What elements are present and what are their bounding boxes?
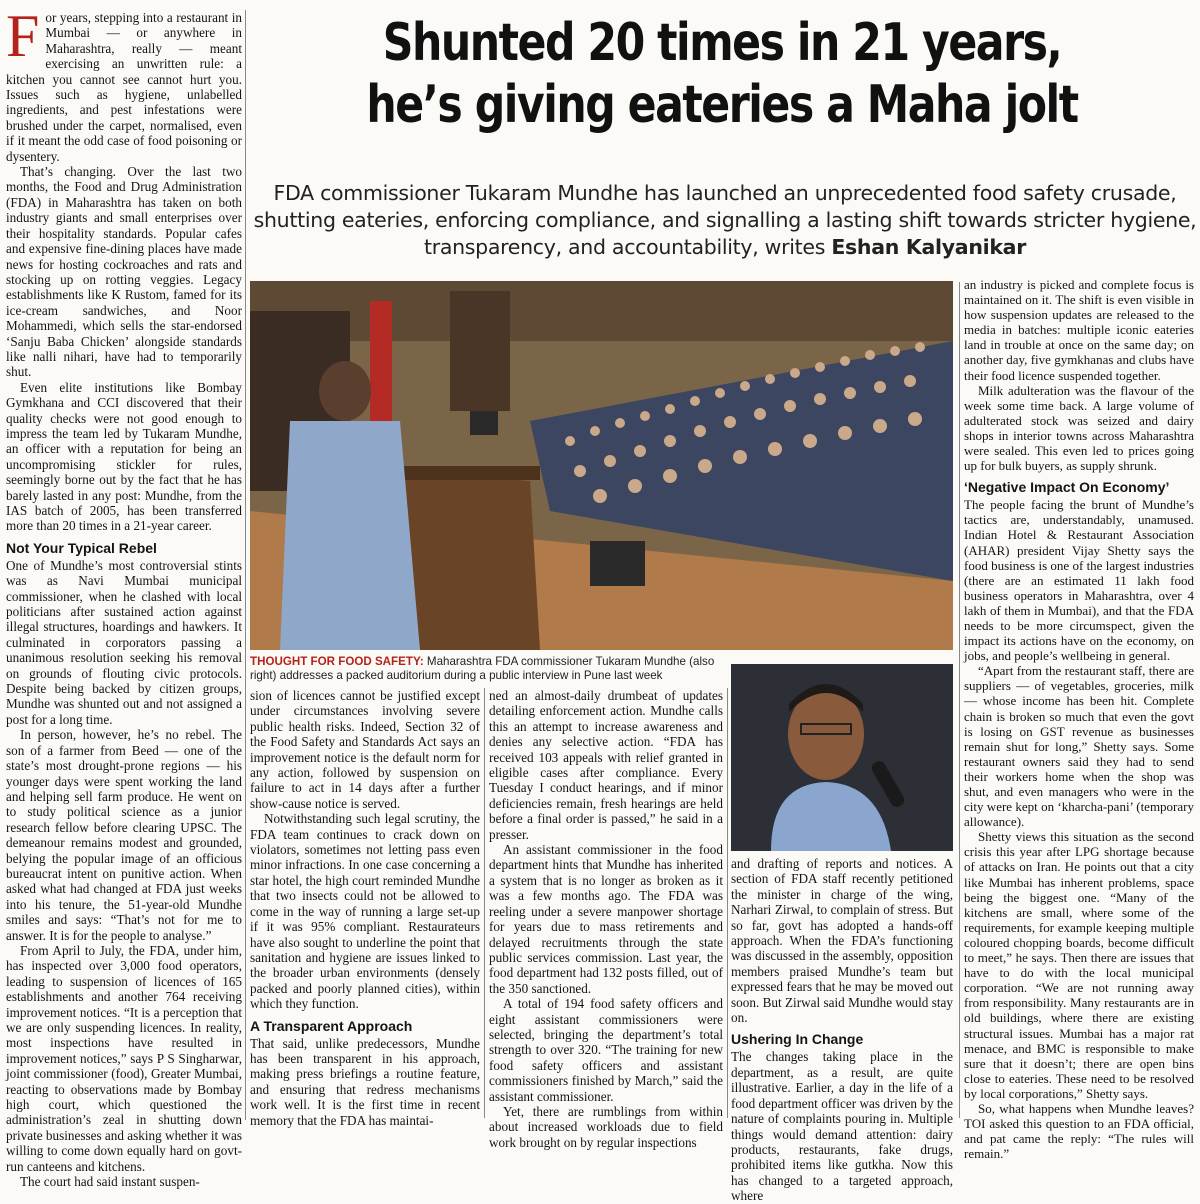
body-paragraph: In person, however, he’s no rebel. The son of a farmer from Beed — one of the state’s most drought-prone regions — his younger days were spent working the land and helping sell farm produce. He went on to study political science as a junior research fellow before clearing UPSC. The demeanour remains modest and grounded, belying the popular image of an officious bureaucrat intent on punitive action. When asked what had changed at FDA just weeks into his tenure, the 51-year-old Mundhe smiles and says: “That’s not for me to answer. It is for the people to analyse.”: [6, 727, 242, 943]
subheading: ‘Negative Impact On Economy’: [964, 479, 1170, 496]
body-paragraph: The people facing the brunt of Mundhe’s tactics are, understandably, unamused. Indian Hotel & Restaurant Association (AHAR) president Vijay Shetty says the food business is one of the largest industries (there are an estimated 11 lakh food business operators in Maharashtra, over 4 lakh of them in Mumbai), and that the FDA needs to be more circumspect, given the impact its actions have on the economy, on jobs, and people’s wellbeing in general.: [964, 497, 1194, 664]
body-paragraph: That’s changing. Over the last two months, the Food and Drug Administration (FDA) in Maharashtra has taken on both industry giants and small enterprises over their hospitality standards. Popular cafes and expensive fine-dining places have made news for hosting cockroaches and rats and stocking up on rotting veggies. Legacy establishments like K Rustom, famed for its ice-cream sandwiches, and Noor Mohammedi, which sells the star-endorsed ‘Sanju Baba Chicken’ alongside standards like nalli nihari, have had to temporarily shut.: [6, 164, 242, 380]
body-paragraph: Yet, there are rumblings from within about increased workloads due to field work brought on by regular inspections: [489, 1103, 723, 1150]
body-paragraph: Notwithstanding such legal scrutiny, the FDA team continues to crack down on violators, sometimes not letting pass even minor infractions. In one case concerning a star hotel, the high court reminded Mundhe that two insects could not be allowed to come in the way of running a large set-up if it was 95% compliant. Restaurateurs have also sought to underline the point that sanitation and hygiene are issues linked to the broader urban environments (densely packed and poorly planned cities), within which they function.: [250, 811, 480, 1012]
body-paragraph: Shetty views this situation as the second crisis this year after LPG shortage because of attacks on Iran. He points out that a city like Mumbai has inherent problems, space being the biggest one. “Many of the kitchens are small, where some of the requirements, for example keeping multiple coloured chopping boards, become difficult to meet,” he says. Then there are issues that have to do with the local municipal corporation. “We are not running away from responsibility. Many restaurants are in old buildings, where there are existing structural issues. Mumbai has a major rat menace, and BMC is responsible to make sure that it doesn’t; there are open bins close to eateries. These need to be resolved by local corporations,” Shetty says.: [964, 829, 1194, 1101]
column-divider: [959, 282, 960, 1118]
caption-kicker: THOUGHT FOR FOOD SAFETY:: [250, 655, 424, 668]
standfirst-text: FDA commissioner Tukaram Mundhe has launched an unprecedented food safety crusade, shutting eateries, enforcing compliance, and signalling a lasting shift towards stricter hygiene, transparency, and accountability, writes: [253, 181, 1197, 259]
body-paragraph: One of Mundhe’s most controversial stints was as Navi Mumbai municipal commissioner, when he clashed with local politicians after sustained action against illegal structures, hoardings and hawkers. It culminated in corporators passing a unanimous resolution seeking his removal on grounds of flouting civic protocols. Despite being backed by citizen groups, Mundhe was shunted out and not assigned a post for a long time.: [6, 557, 242, 727]
article-column-2: [250, 688, 480, 1128]
body-paragraph: Milk adulteration was the flavour of the week some time back. A large volume of adulterated stock was seized and dairy shops in interior towns across Maharashtra were sealed. This even led to prices going up for bulk buyers, as supply shrunk.: [964, 382, 1194, 474]
body-paragraph: So, what happens when Mundhe leaves? TOI asked this question to an FDA official, and pat came the reply: “The rules will remain.”: [964, 1100, 1194, 1162]
column-divider: [727, 688, 728, 1118]
article-column-5: [964, 277, 1194, 1161]
subheading: Not Your Typical Rebel: [6, 539, 157, 556]
caption-text: Maharashtra FDA commissioner Tukaram Mundhe (also right) addresses a packed auditorium during a public interview in Pune last week: [250, 655, 715, 682]
body-paragraph: an industry is picked and complete focus is maintained on it. The shift is even visible in how suspension updates are released to the media in batches: multiple iconic eateries land in trouble at once on the same day; on another day, five gymkhanas and clubs have their food licence suspended together.: [964, 277, 1194, 383]
column-divider: [484, 688, 485, 1118]
column-divider: [245, 10, 246, 1120]
drop-cap: F: [6, 3, 40, 69]
body-paragraph: “Apart from the restaurant staff, there are suppliers — of vegetables, groceries, milk — whose income has been hit. Complete chain is broken so much that even the govt is losing on GST revenue as businesses remain shut for long,” Shetty says. Some restaurant owners said they had to send their workers home when the shop was shut, and even managers who were in the city were kept on ‘kharcha-pani’ (temporary allowance).: [964, 663, 1194, 830]
headline-line-1: Shunted 20 times in 21 years,: [382, 13, 1062, 73]
article-column-4: [731, 856, 953, 1204]
portrait-illustration: [731, 664, 953, 851]
headline-line-2: he’s giving eateries a Maha jolt: [366, 75, 1078, 135]
body-paragraph: A total of 194 food safety officers and eight assistant commissioners were selected, bringing the department’s total strength to over 320. “The training for new food safety officers and assistant commissioners finished by March,” said the assistant commissioner.: [489, 996, 723, 1104]
body-paragraph: Even elite institutions like Bombay Gymkhana and CCI discovered that their quality checks were not good enough to impress the team led by Tukaram Mundhe, an officer with a reputation for being an uncompromising stickler for rules, seemingly borne out by the fact that he has barely lasted in any post: Mundhe, from the IAS batch of 2005, has been transferred more than 20 times in a 21-year career.: [6, 379, 242, 534]
photo-caption: [250, 655, 728, 683]
body-paragraph: The changes taking place in the department, as a result, are quite illustrative. Earlier, a day in the life of a food department officer was driven by the nature of complaints pouring in. Multiple things would demand attention: dairy products, restaurants, fake drugs, prohibited items like gutkha. Now this has changed to a targeted approach, where: [731, 1049, 953, 1204]
body-paragraph: The court had said instant suspen-: [20, 1174, 200, 1190]
body-paragraph: An assistant commissioner in the food department hints that Mundhe has inherited a system that is no longer as broken as it was a few months ago. The FDA was reeling under a severe manpower shortage for years due to mass retirements and delayed recruitments through the state public services commission. Last year, the food department had 132 posts filled, out of the 350 sanctioned.: [489, 842, 723, 996]
auditorium-photo: [250, 281, 953, 650]
auditorium-illustration: [250, 281, 953, 650]
body-paragraph: From April to July, the FDA, under him, has inspected over 3,000 food operators, leading to suspension of licences of 165 establishments and another 764 receiving improvement notices. “It is a perception that we are only suspending licences. In reality, most inspections have resulted in improvement notices,” says P S Singharwar, joint commissioner (food), Greater Mumbai, reacting to observations made by Bombay high court, which questioned the administration’s zeal in shutting down private businesses and asking whether it was willing to come down equally hard on govt-run canteens and kitchens.: [6, 942, 242, 1174]
article-column-3: [489, 688, 723, 1150]
subheading: Ushering In Change: [731, 1031, 864, 1048]
article-column-1: [6, 3, 242, 1190]
portrait-photo: [731, 664, 953, 851]
byline: Eshan Kalyanikar: [831, 235, 1027, 259]
standfirst: [250, 180, 1200, 261]
lead-paragraph: For years, stepping into a restaurant in Mumbai — or anywhere in Maharashtra, really — meant exercising an unwritten rule: a kitchen you cannot see cannot hurt you. Issues such as hygiene, unlabelled ingredients, and pest infestations were brushed under the carpet, normalised, even if it meant the odd case of food poisoning or dysentery.: [6, 3, 242, 164]
body-paragraph: That said, unlike predecessors, Mundhe has been transparent in his approach, making press briefings a routine feature, and ensuring that redress mechanisms work well. It is the first time in recent memory that the FDA has maintai-: [250, 1035, 480, 1128]
body-paragraph: ned an almost-daily drumbeat of updates detailing enforcement action. Mundhe calls this an attempt to increase awareness and denies any selective action. “FDA has received 103 appeals with relief granted in eligible cases after compliance. Every Tuesday I conduct hearings, and if minor deficiencies remain, fresh hearings are held before a final order is passed,” he said in a presser.: [489, 688, 723, 842]
headline: [337, 12, 1108, 136]
body-paragraph: and drafting of reports and notices. A section of FDA staff recently petitioned the minister in charge of the wing, Narhari Zirwal, to complain of stress. But so far, govt has adopted a hands-off approach. When the FDA’s functioning was discussed in the assembly, opposition members praised Mundhe’s team but expressed fears that he may be moved out soon. But Zirwal said Mundhe would stay on.: [731, 856, 953, 1026]
body-paragraph: sion of licences cannot be justified except under circumstances involving severe public health risks. Indeed, Section 32 of the Food Safety and Standards Act says an improvement notice is the default norm for any action, followed by suspension on failure to act in 14 days after a further show-cause notice is served.: [250, 688, 480, 811]
subheading: A Transparent Approach: [250, 1017, 413, 1034]
